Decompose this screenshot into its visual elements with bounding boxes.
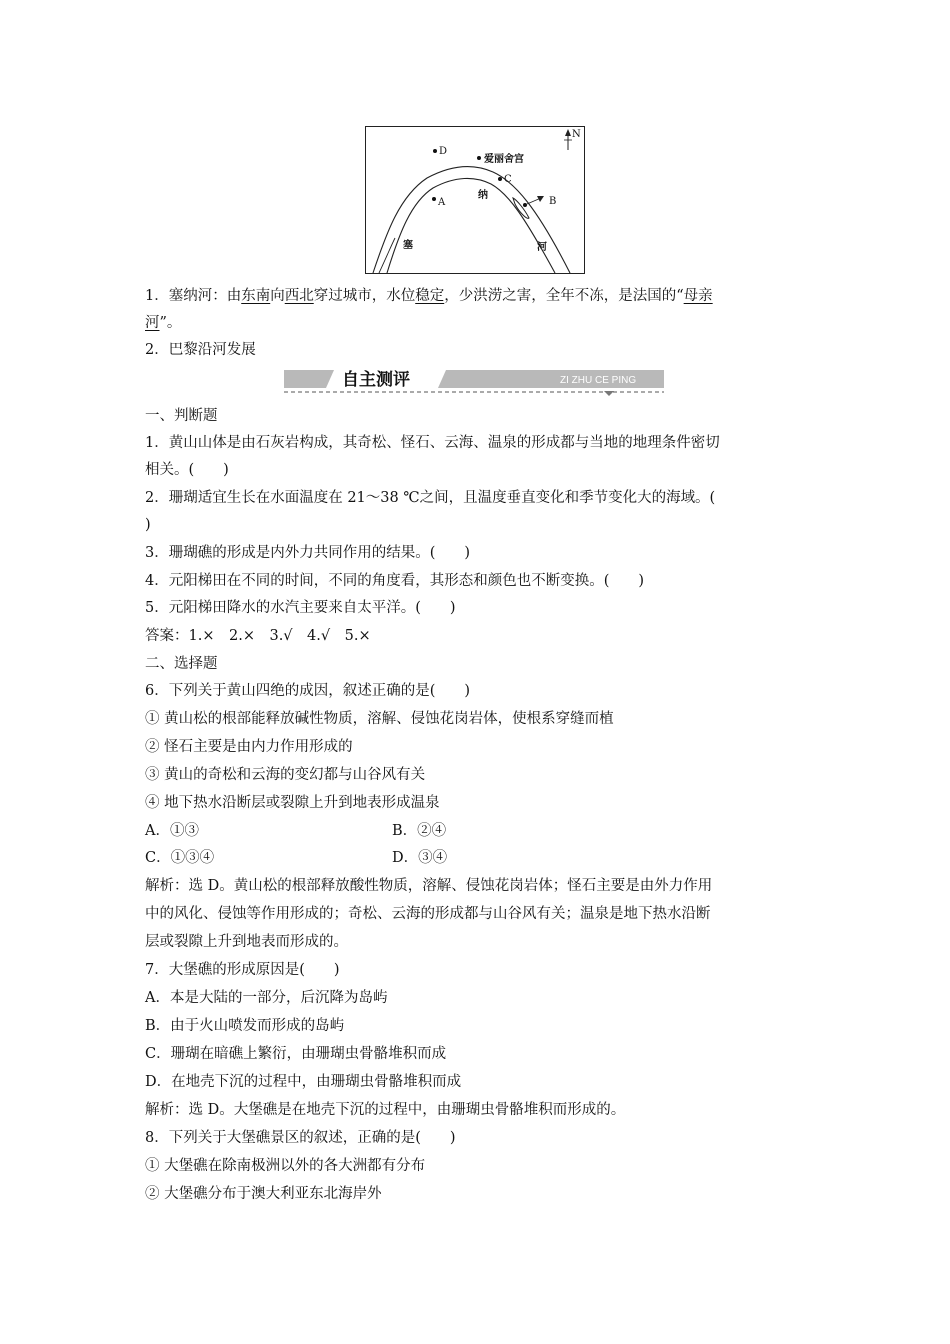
banner-left-bar <box>284 370 334 388</box>
intro-text: 向 <box>270 288 285 304</box>
question-1-line-1: 1．黄山山体是由石灰岩构成，其奇松、怪石、云海、温泉的形成都与当地的地理条件密切 <box>145 435 720 451</box>
answer-key: 答案：1.× 2.× 3.√ 4.√ 5.× <box>145 628 371 644</box>
banner-pinyin: ZI ZHU CE PING <box>560 375 637 386</box>
answer-underline: 西北 <box>284 288 314 304</box>
map-point-b <box>523 203 527 207</box>
answer-underline: 河 <box>145 315 160 331</box>
question-6: 6．下列关于黄山四绝的成因，叙述正确的是( ) <box>145 683 471 699</box>
map-label-na: 纳 <box>478 190 488 201</box>
question-4: 4．元阳梯田在不同的时间，不同的角度看，其形态和颜色也不断变换。( ) <box>145 573 645 589</box>
section-heading-choice: 二、选择题 <box>145 656 218 672</box>
question-6-item-4: ④ 地下热水沿断层或裂隙上升到地表形成温泉 <box>145 795 440 811</box>
question-6-item-1: ① 黄山松的根部能释放碱性物质，溶解、侵蚀花岗岩体，使根系穿缝而植 <box>145 711 614 727</box>
intro-text: ”。 <box>159 315 182 331</box>
question-6-option-a: A．①③ <box>145 823 199 839</box>
explanation-7: 解析：选 D。大堡礁是在地壳下沉的过程中，由珊瑚虫骨骼堆积而形成的。 <box>145 1102 626 1118</box>
question-6-option-b: B．②④ <box>392 823 447 839</box>
map-label-a: A <box>438 197 446 208</box>
banner-title: 自主测评 <box>342 370 410 390</box>
explanation-6-line-1: 解析：选 D。黄山松的根部释放酸性物质，溶解、侵蚀花岗岩体；怪石主要是由外力作用 <box>145 878 713 894</box>
question-7-option-d: D．在地壳下沉的过程中，由珊瑚虫骨骼堆积而成 <box>145 1074 462 1090</box>
question-6-option-d: D．③④ <box>392 850 448 866</box>
intro-text: 穿过城市，水位 <box>313 288 416 304</box>
intro-text: ，少洪涝之害，全年不冻，是法国的“ <box>444 288 684 304</box>
question-6-option-c: C．①③④ <box>145 850 215 866</box>
map-label-c: C <box>504 174 512 185</box>
section-banner <box>282 367 666 397</box>
question-6-item-2: ② 怪石主要是由内力作用形成的 <box>145 739 353 755</box>
map-label-he: 河 <box>537 242 547 253</box>
question-7: 7．大堡礁的形成原因是( ) <box>145 962 340 978</box>
map-label-sai: 塞 <box>403 240 413 251</box>
answer-underline: 稳定 <box>415 288 445 304</box>
intro-line-1 <box>145 286 713 306</box>
question-8: 8．下列关于大堡礁景区的叙述，正确的是( ) <box>145 1130 456 1146</box>
answer-underline: 母亲 <box>683 288 713 304</box>
question-6-item-3: ③ 黄山的奇松和云海的变幻都与山谷风有关 <box>145 767 426 783</box>
map-point-c <box>498 177 502 181</box>
seine-map-figure <box>365 126 585 274</box>
intro-text: 1．塞纳河：由 <box>145 288 242 304</box>
section-heading-judge: 一、判断题 <box>145 408 218 424</box>
answer-underline: 东南 <box>241 288 271 304</box>
question-2-line-2: ) <box>145 517 151 533</box>
question-5: 5．元阳梯田降水的水汽主要来自太平洋。( ) <box>145 600 456 616</box>
map-north-label: N <box>572 129 581 140</box>
question-1-line-2: 相关。( ) <box>145 462 229 478</box>
map-point-palace <box>477 156 481 160</box>
explanation-6-line-3: 层或裂隙上升到地表而形成的。 <box>145 934 348 950</box>
question-7-option-a: A．本是大陆的一部分，后沉降为岛屿 <box>145 990 388 1006</box>
intro-line-3: 2．巴黎沿河发展 <box>145 342 256 358</box>
question-8-item-2: ② 大堡礁分布于澳大利亚东北海岸外 <box>145 1186 382 1202</box>
map-point-d <box>433 149 437 153</box>
explanation-6-line-2: 中的风化、侵蚀等作用形成的；奇松、云海的形成都与山谷风有关；温泉是地下热水沿断 <box>145 906 711 922</box>
map-label-b: B <box>549 196 557 207</box>
question-7-option-b: B．由于火山喷发而形成的岛屿 <box>145 1018 345 1034</box>
section-banner-graphic <box>282 367 666 397</box>
question-8-item-1: ① 大堡礁在除南极洲以外的各大洲都有分布 <box>145 1158 426 1174</box>
question-2-line-1: 2．珊瑚适宜生长在水面温度在 21～38 ℃之间，且温度垂直变化和季节变化大的海域。( <box>145 490 716 506</box>
question-7-option-c: C．珊瑚在暗礁上繁衍，由珊瑚虫骨骼堆积而成 <box>145 1046 447 1062</box>
question-3: 3．珊瑚礁的形成是内外力共同作用的结果。( ) <box>145 545 471 561</box>
map-label-d: D <box>439 146 448 157</box>
banner-chevron-down-icon <box>604 391 614 396</box>
intro-line-2 <box>145 313 181 333</box>
map-label-palace: 爱丽舍宫 <box>484 154 524 165</box>
map-point-a <box>432 197 436 201</box>
seine-map <box>365 126 585 274</box>
